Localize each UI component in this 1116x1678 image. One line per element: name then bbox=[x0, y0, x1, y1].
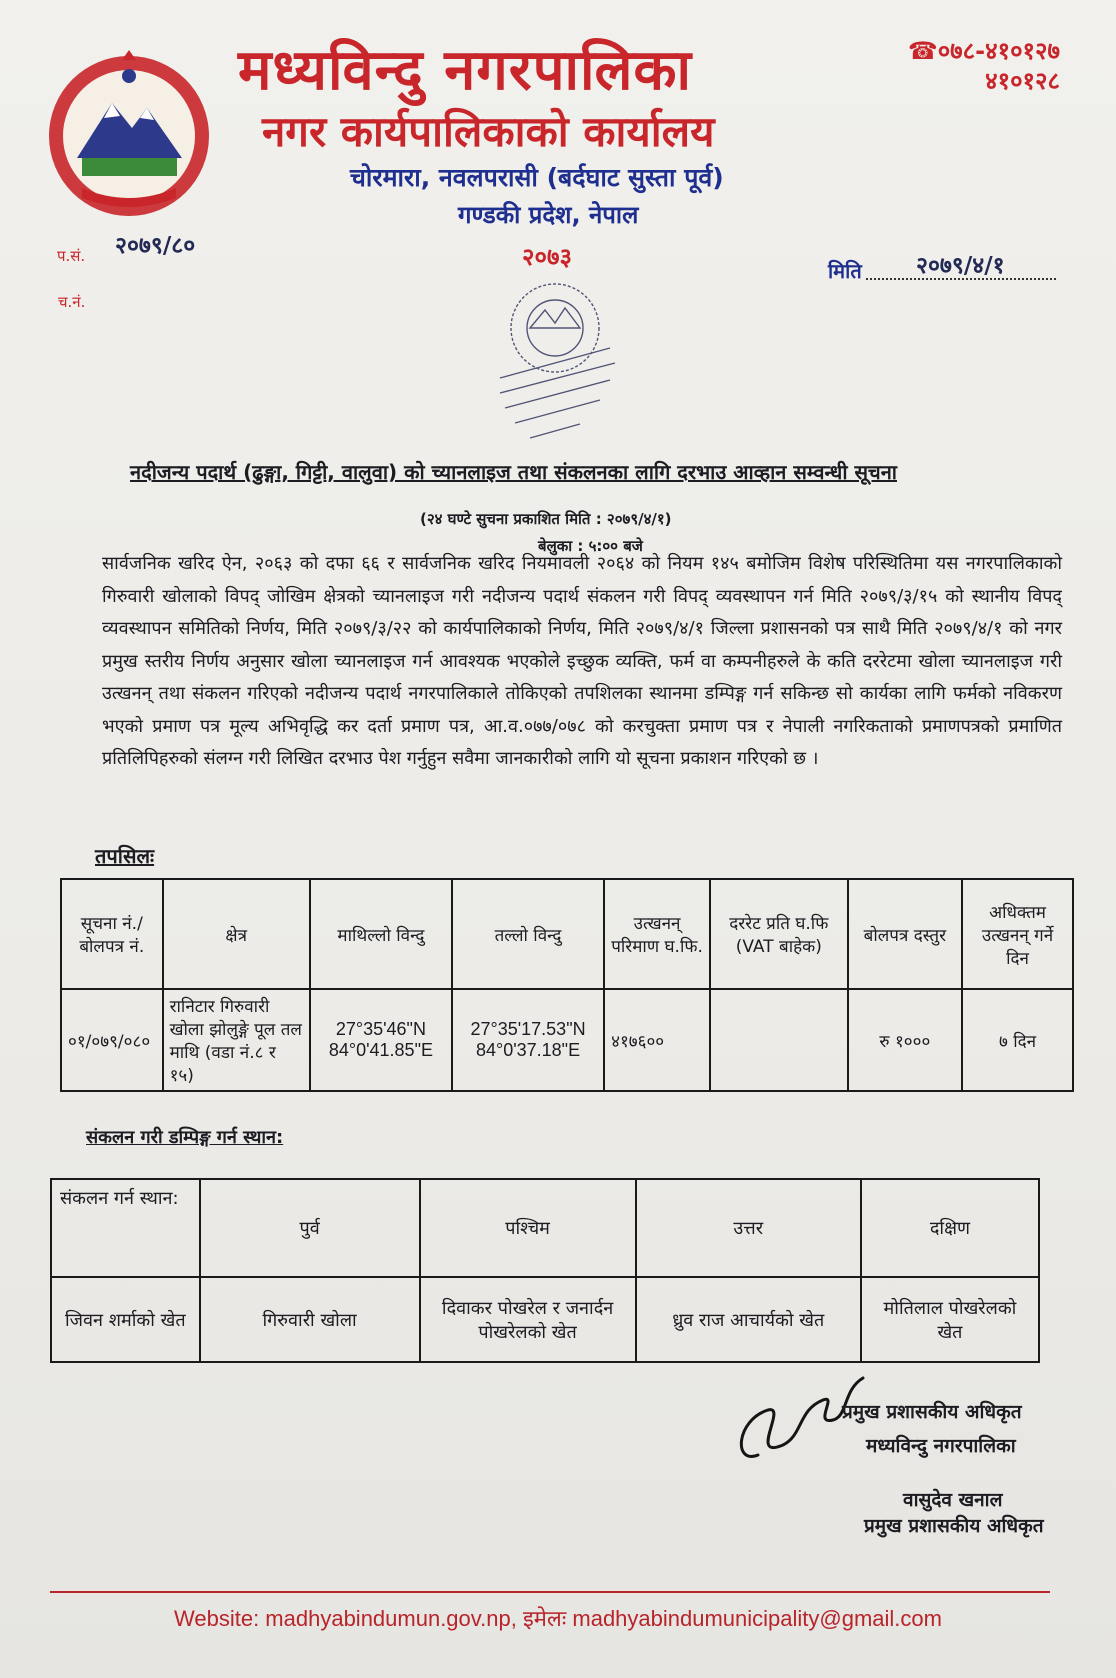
col-area: क्षेत्र bbox=[163, 879, 310, 989]
col-max-days: अधिक्तम उत्खनन् गर्ने दिन bbox=[962, 879, 1073, 989]
cell-collection-place: जिवन शर्माको खेत bbox=[51, 1277, 200, 1362]
table-row bbox=[51, 1277, 1039, 1362]
col-north: उत्तर bbox=[636, 1179, 861, 1277]
col-south: दक्षिण bbox=[861, 1179, 1039, 1277]
phone-block bbox=[890, 36, 1060, 96]
notice-time: बेलुका : ५:०० बजे bbox=[538, 537, 643, 555]
footer-contact: Website: madhyabindumun.gov.np, इमेलः madhyabindumunicipality@gmail.com bbox=[174, 1606, 942, 1631]
table-row bbox=[61, 989, 1073, 1091]
col-fee: बोलपत्र दस्तुर bbox=[848, 879, 963, 989]
cell-lower-point bbox=[452, 989, 604, 1091]
dumping-table bbox=[50, 1178, 1040, 1363]
upper-lon: 84°0'41.85"E bbox=[328, 1040, 433, 1060]
cell-upper-point bbox=[310, 989, 452, 1091]
cell-west: दिवाकर पोखरेल र जनार्दन पोखरेलको खेत bbox=[420, 1277, 636, 1362]
details-header-row bbox=[61, 879, 1073, 989]
nepal-emblem-icon bbox=[42, 48, 217, 223]
cell-south: मोतिलाल पोखरेलको खेत bbox=[861, 1277, 1039, 1362]
col-rate: दररेट प्रति घ.फि (VAT बाहेक) bbox=[710, 879, 848, 989]
col-notice-no: सूचना नं./ बोलपत्र नं. bbox=[61, 879, 163, 989]
office-subtitle: नगर कार्यपालिकाको कार्यालय bbox=[262, 107, 715, 156]
cell-area: रानिटार गिरुवारी खोला झोलुङ्गे पूल तल माथि (वडा नं.८ र १५) bbox=[163, 989, 310, 1091]
cell-fee: रु १००० bbox=[848, 989, 963, 1091]
col-lower-point: तल्लो विन्दु bbox=[452, 879, 604, 989]
col-collection-place: संकलन गर्न स्थान: bbox=[51, 1179, 200, 1277]
lower-lon: 84°0'37.18"E bbox=[475, 1040, 581, 1060]
municipality-title: मध्यविन्दु नगरपालिका bbox=[238, 38, 693, 103]
pa-sa-value: २०७९/८० bbox=[115, 233, 196, 259]
upper-lat: 27°35'46"N bbox=[335, 1019, 426, 1039]
signatory-organization: मध्यविन्दु नगरपालिका bbox=[866, 1435, 1016, 1457]
date-value: २०७९/४/१ bbox=[916, 253, 1005, 279]
details-table bbox=[60, 878, 1074, 1092]
phone-number-2: ४१०१२८ bbox=[985, 67, 1060, 95]
address-line-1: चोरमारा, नवलपरासी (बर्दघाट सुस्ता पूर्व) bbox=[350, 163, 724, 192]
signatory-title-top: प्रमुख प्रशासकीय अधिकृत bbox=[842, 1401, 1022, 1423]
signatory-title-bottom: प्रमुख प्रशासकीय अधिकृत bbox=[864, 1515, 1044, 1537]
cell-quantity: ४१७६०० bbox=[604, 989, 710, 1091]
notice-body-paragraph: सार्वजनिक खरिद ऐन, २०६३ को दफा ६६ र सार्वजनिक खरिद नियमावली २०६४ को नियम १४५ बमोजिम विशेष परिस्थितिमा यस नगरपालिकाको गिरुवारी खोलाको विपद् जोखिम क्षेत्रको च्यानलाइज गरी नदीजन्य पदार्थ संकलन गरी विपद् व्यवस्थापन गर्न मिति २०७९/३/१५ को स्थानीय विपद् व्यवस्थापन समितिको निर्णय, मिति २०७९/३/२२ को कार्यपालिकाको निर्णय, मिति २०७९/४/१ जिल्ला प्रशासनको पत्र साथै मिति २०७९/४/१ को नगर प्रमुख स्तरीय निर्णय अनुसार खोला च्यानलाइज गर्न आवश्यक भएकोले इच्छुक व्यक्ति, फर्म वा कम्पनीहरुले के कति दररेटमा खोला च्यानलाइज गरी उत्खनन् तथा संकलन गरिएको नदीजन्य पदार्थ नगरपालिकाले तोकिएको तपशिलका स्थानमा डम्पिङ्ग गर्न सकिन्छ सो कार्यका लागि फर्मको नविकरण भएको प्रमाण पत्र मूल्य अभिवृद्धि कर दर्ता प्रमाण पत्र, आ.व.०७७/०७८ को करचुक्ता प्रमाण पत्र र नेपाली नगरिकताको प्रमाणपत्रको प्रमाणित प्रतिलिपिहरुको संलग्न गरी लिखित दरभाउ पेश गर्नुहुन सवैमा जानकारीको लागि यो सूचना प्रकाशन गरिएको छ । bbox=[102, 553, 1062, 769]
office-seal-icon bbox=[470, 268, 640, 448]
dumping-heading: संकलन गरी डम्पिङ्ग गर्न स्थान: bbox=[86, 1127, 284, 1148]
phone-number-1: ☎०७८-४१०१२७ bbox=[907, 37, 1060, 65]
notice-body bbox=[102, 548, 1062, 776]
cell-notice-no: ०१/०७९/०८० bbox=[61, 989, 163, 1091]
address-line-2: गण्डकी प्रदेश, नेपाल bbox=[458, 201, 639, 229]
pa-sa-label: प.सं. bbox=[57, 247, 86, 265]
dumping-header-row bbox=[51, 1179, 1039, 1277]
cell-north: ध्रुव राज आचार्यको खेत bbox=[636, 1277, 861, 1362]
cell-east: गिरुवारी खोला bbox=[200, 1277, 420, 1362]
cell-max-days: ७ दिन bbox=[962, 989, 1073, 1091]
cha-na-label: च.नं. bbox=[58, 293, 86, 311]
cell-rate bbox=[710, 989, 848, 1091]
col-upper-point: माथिल्लो विन्दु bbox=[310, 879, 452, 989]
details-heading: तपसिलः bbox=[95, 844, 155, 868]
col-east: पुर्व bbox=[200, 1179, 420, 1277]
published-date: (२४ घण्टे सुचना प्रकाशित मिति : २०७९/४/१) bbox=[420, 510, 672, 528]
notice-subject: नदीजन्य पदार्थ (ढुङ्गा, गिट्टी, वालुवा) को च्यानलाइज तथा संकलनका लागि दरभाउ आव्हान सम्वन्धी सूचना bbox=[130, 460, 897, 484]
col-west: पश्चिम bbox=[420, 1179, 636, 1277]
footer-divider bbox=[50, 1591, 1050, 1593]
date-label: मिति bbox=[828, 259, 862, 283]
lower-lat: 27°35'17.53"N bbox=[470, 1019, 586, 1039]
col-quantity: उत्खनन् परिमाण घ.फि. bbox=[604, 879, 710, 989]
signatory-name: वासुदेव खनाल bbox=[903, 1489, 1003, 1511]
established-year: २०७३ bbox=[522, 243, 572, 271]
